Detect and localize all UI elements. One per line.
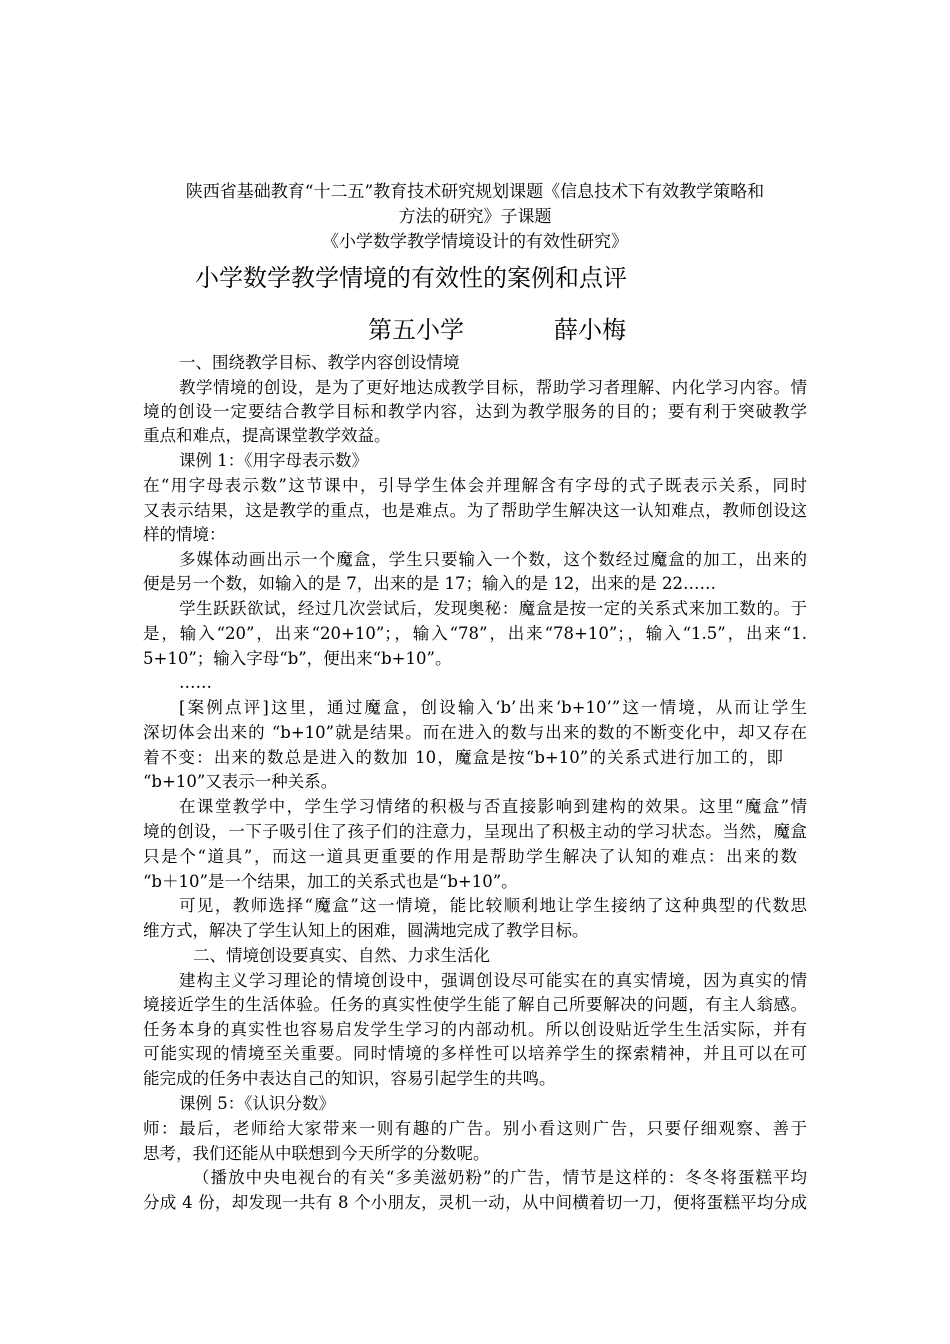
paragraph-line: [案例点评]这里，通过魔盒，创设输入‘b’出来‘b+10’”这一情境，从而让学生 (179, 698, 807, 717)
paragraph-line: 能完成的任务中表达自己的知识，容易引起学生的共鸣。 (143, 1069, 556, 1088)
paragraph-line: 任务本身的真实性也容易启发学生学习的内部动机。所以创设贴近学生生活实际，并有 (143, 1020, 807, 1039)
paragraph-line: 深切体会出来的 “b+10”就是结果。而在进入的数与出来的数的不断变化中，却又存在 (143, 723, 807, 742)
paragraph-line: 重点和难点，提高课堂教学效益。 (143, 426, 391, 445)
paragraph-line: 又表示结果，这是教学的重点，也是难点。为了帮助学生解决这一认知难点，教师创设这 (143, 501, 807, 520)
paragraph-line: 师：最后，老师给大家带来一则有趣的广告。别小看这则广告，只要仔细观察、善于 (143, 1119, 807, 1138)
paragraph-line: 在课堂教学中，学生学习情绪的积极与否直接影响到建构的效果。这里“魔盒”情 (179, 797, 807, 816)
paragraph-line: 维方式，解决了学生认知上的困难，圆满地完成了教学目标。 (143, 921, 589, 940)
ellipsis-line: …… (179, 673, 212, 692)
paragraph-line: “b＋10”是一个结果，加工的关系式也是“b+10”。 (143, 872, 518, 891)
author-name: 薛小梅 (554, 316, 626, 344)
paragraph-line: 5+10”；输入字母“b”，便出来“b+10”。 (143, 649, 452, 668)
example-heading: 课例 1：《用字母表示数》 (179, 451, 368, 470)
example-heading: 课例 5：《认识分数》 (179, 1094, 335, 1113)
paragraph-line: （播放中央电视台的有关“多美滋奶粉”的广告，情节是这样的：冬冬将蛋糕平均 (193, 1168, 807, 1187)
school-name: 第五小学 (368, 316, 464, 344)
header-line-2: 方法的研究》子课题 (398, 207, 552, 227)
header-line-3: 《小学数学教学情境设计的有效性研究》 (322, 232, 628, 252)
paragraph-line: 只是个“道具”，而这一道具更重要的作用是帮助学生解决了认知的难点：出来的数 (143, 847, 797, 866)
paragraph-line: 境接近学生的生活体验。任务的真实性使学生能了解自己所要解决的问题，有主人翁感。 (143, 995, 807, 1014)
header-line-1: 陕西省基础教育“十二五”教育技术研究规划课题《信息技术下有效教学策略和 (185, 182, 765, 202)
paragraph-line: 可能实现的情境至关重要。同时情境的多样性可以培养学生的探索精神，并且可以在可 (143, 1044, 807, 1063)
paragraph-line: 分成 4 份，却发现一共有 8 个小朋友，灵机一动，从中间横着切一刀，便将蛋糕平均分成 (143, 1193, 807, 1212)
paragraph-line: 多媒体动画出示一个魔盒，学生只要输入一个数，这个数经过魔盒的加工，出来的 (179, 550, 807, 569)
paragraph-line: 教学情境的创设，是为了更好地达成教学目标，帮助学习者理解、内化学习内容。情 (179, 378, 807, 397)
paragraph-line: “b+10”又表示一种关系。 (143, 772, 338, 791)
section-heading-2: 二、情境创设要真实、自然、力求生活化 (193, 946, 490, 965)
paragraph-line: 建构主义学习理论的情境创设中，强调创设尽可能实在的真实情境，因为真实的情 (179, 971, 807, 990)
paragraph-line: 在“用字母表示数”这节课中，引导学生体会并理解含有字母的式子既表示关系，同时 (143, 476, 807, 495)
paragraph-line: 境的创设一定要结合教学目标和教学内容，达到为教学服务的目的；要有利于突破教学 (143, 402, 807, 421)
byline (368, 310, 626, 345)
paragraph-line: 便是另一个数，如输入的是 7，出来的是 17；输入的是 12，出来的是 22…… (143, 574, 716, 593)
paragraph-line: 可见，教师选择“魔盒”这一情境，能比较顺利地让学生接纳了这种典型的代数思 (179, 896, 807, 915)
paragraph-line: 样的情境： (143, 525, 226, 544)
paragraph-line: 思考，我们还能从中联想到今天所学的分数呢。 (143, 1144, 490, 1163)
section-heading-1: 一、围绕教学目标、教学内容创设情境 (179, 353, 460, 372)
document-title: 小学数学教学情境的有效性的案例和点评 (195, 264, 627, 292)
paragraph-line: 是，输入“20”，出来“20+10”；，输入“78”，出来“78+10”；，输入“1.5”，出来“1. (143, 624, 807, 643)
paragraph-line: 学生跃跃欲试，经过几次尝试后，发现奥秘：魔盒是按一定的关系式来加工数的。于 (179, 599, 807, 618)
paragraph-line: 着不变：出来的数总是进入的数加 10，魔盒是按“b+10”的关系式进行加工的，即 (143, 748, 783, 767)
paragraph-line: 境的创设，一下子吸引住了孩子们的注意力，呈现出了积极主动的学习状态。当然，魔盒 (143, 822, 807, 841)
